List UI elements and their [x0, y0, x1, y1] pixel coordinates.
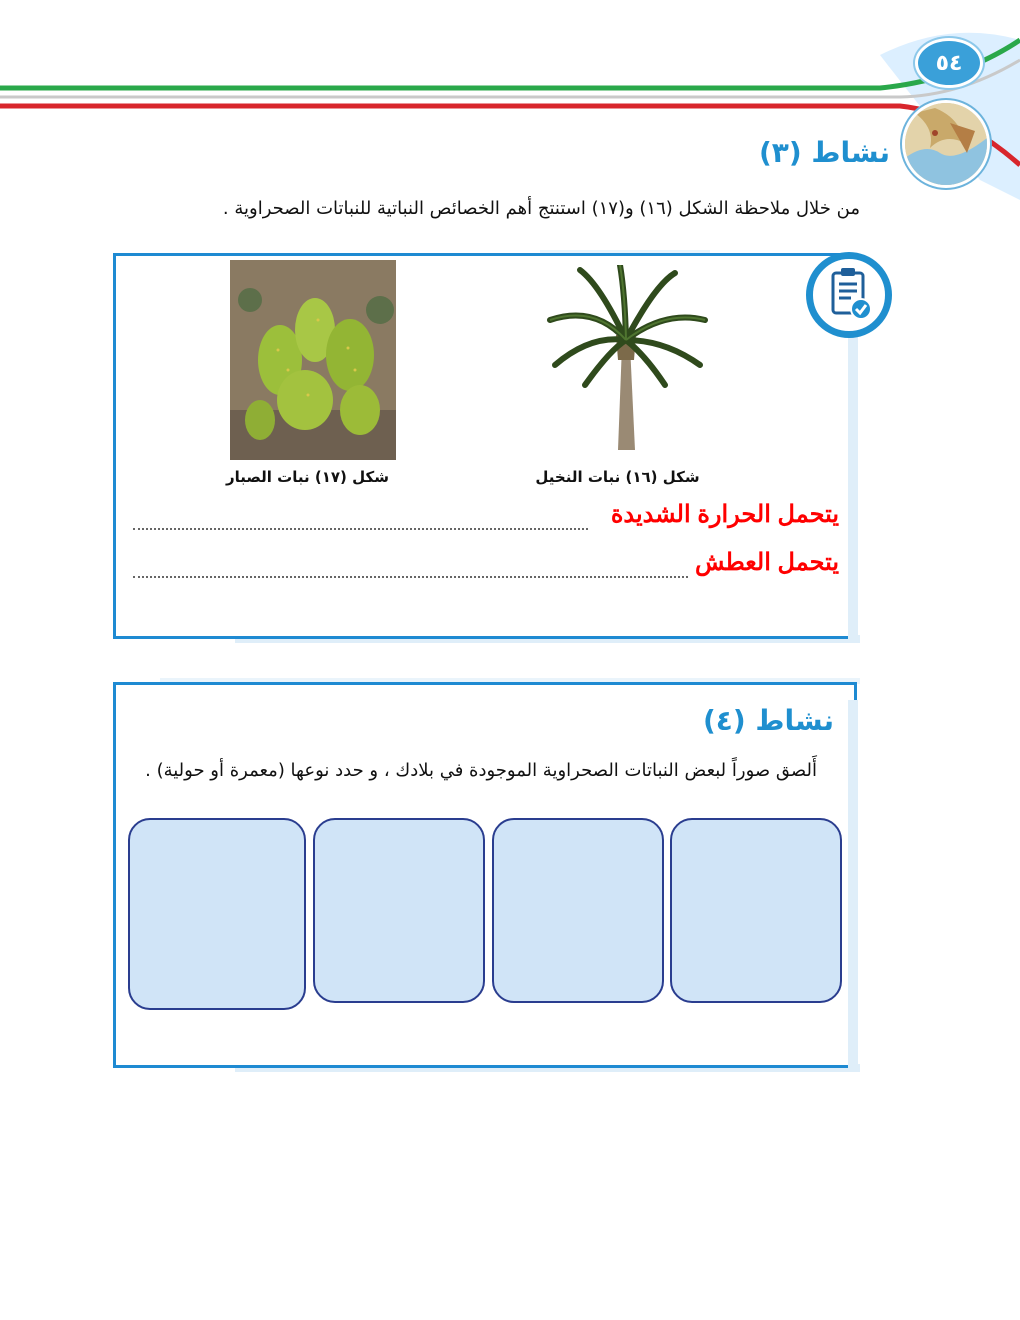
activity3-title: نشاط (٣) — [758, 136, 890, 169]
paste-photo-box-3[interactable] — [313, 818, 485, 1003]
figure16-caption: شكل (١٦) نبات النخيل — [535, 468, 700, 486]
box4-side-shadow — [848, 700, 858, 1070]
palm-tree-photo — [540, 265, 710, 455]
box-side-shadow — [848, 300, 858, 640]
cactus-photo — [230, 260, 396, 460]
page-number: ٥٤ — [935, 50, 963, 76]
answer-line-1-dots — [133, 528, 588, 530]
activity3-instruction: من خلال ملاحظة الشكل (١٦) و(١٧) استنتج أهم الخصائص النباتية للنباتات الصحراوية . — [222, 198, 860, 219]
answer-line-2: يتحمل العطش — [695, 549, 839, 576]
clipboard-check-icon — [806, 252, 892, 338]
paste-photo-box-4[interactable] — [128, 818, 306, 1010]
paste-photo-box-1[interactable] — [670, 818, 842, 1003]
map-emblem-icon — [902, 100, 990, 188]
answer-line-2-dots — [133, 576, 688, 578]
activity4-title: نشاط (٤) — [702, 704, 834, 737]
figure17-caption: شكل (١٧) نبات الصبار — [226, 468, 389, 486]
header-band — [0, 0, 1020, 200]
paste-photo-box-2[interactable] — [492, 818, 664, 1003]
answer-line-1: يتحمل الحرارة الشديدة — [610, 501, 839, 528]
page-number-badge — [915, 38, 983, 88]
activity4-instruction: أَلصق صوراً لبعض النباتات الصحراوية الموجودة في بلادك ، و حدد نوعها (معمرة أو حولية) . — [145, 760, 817, 781]
activity3-box — [113, 253, 857, 639]
